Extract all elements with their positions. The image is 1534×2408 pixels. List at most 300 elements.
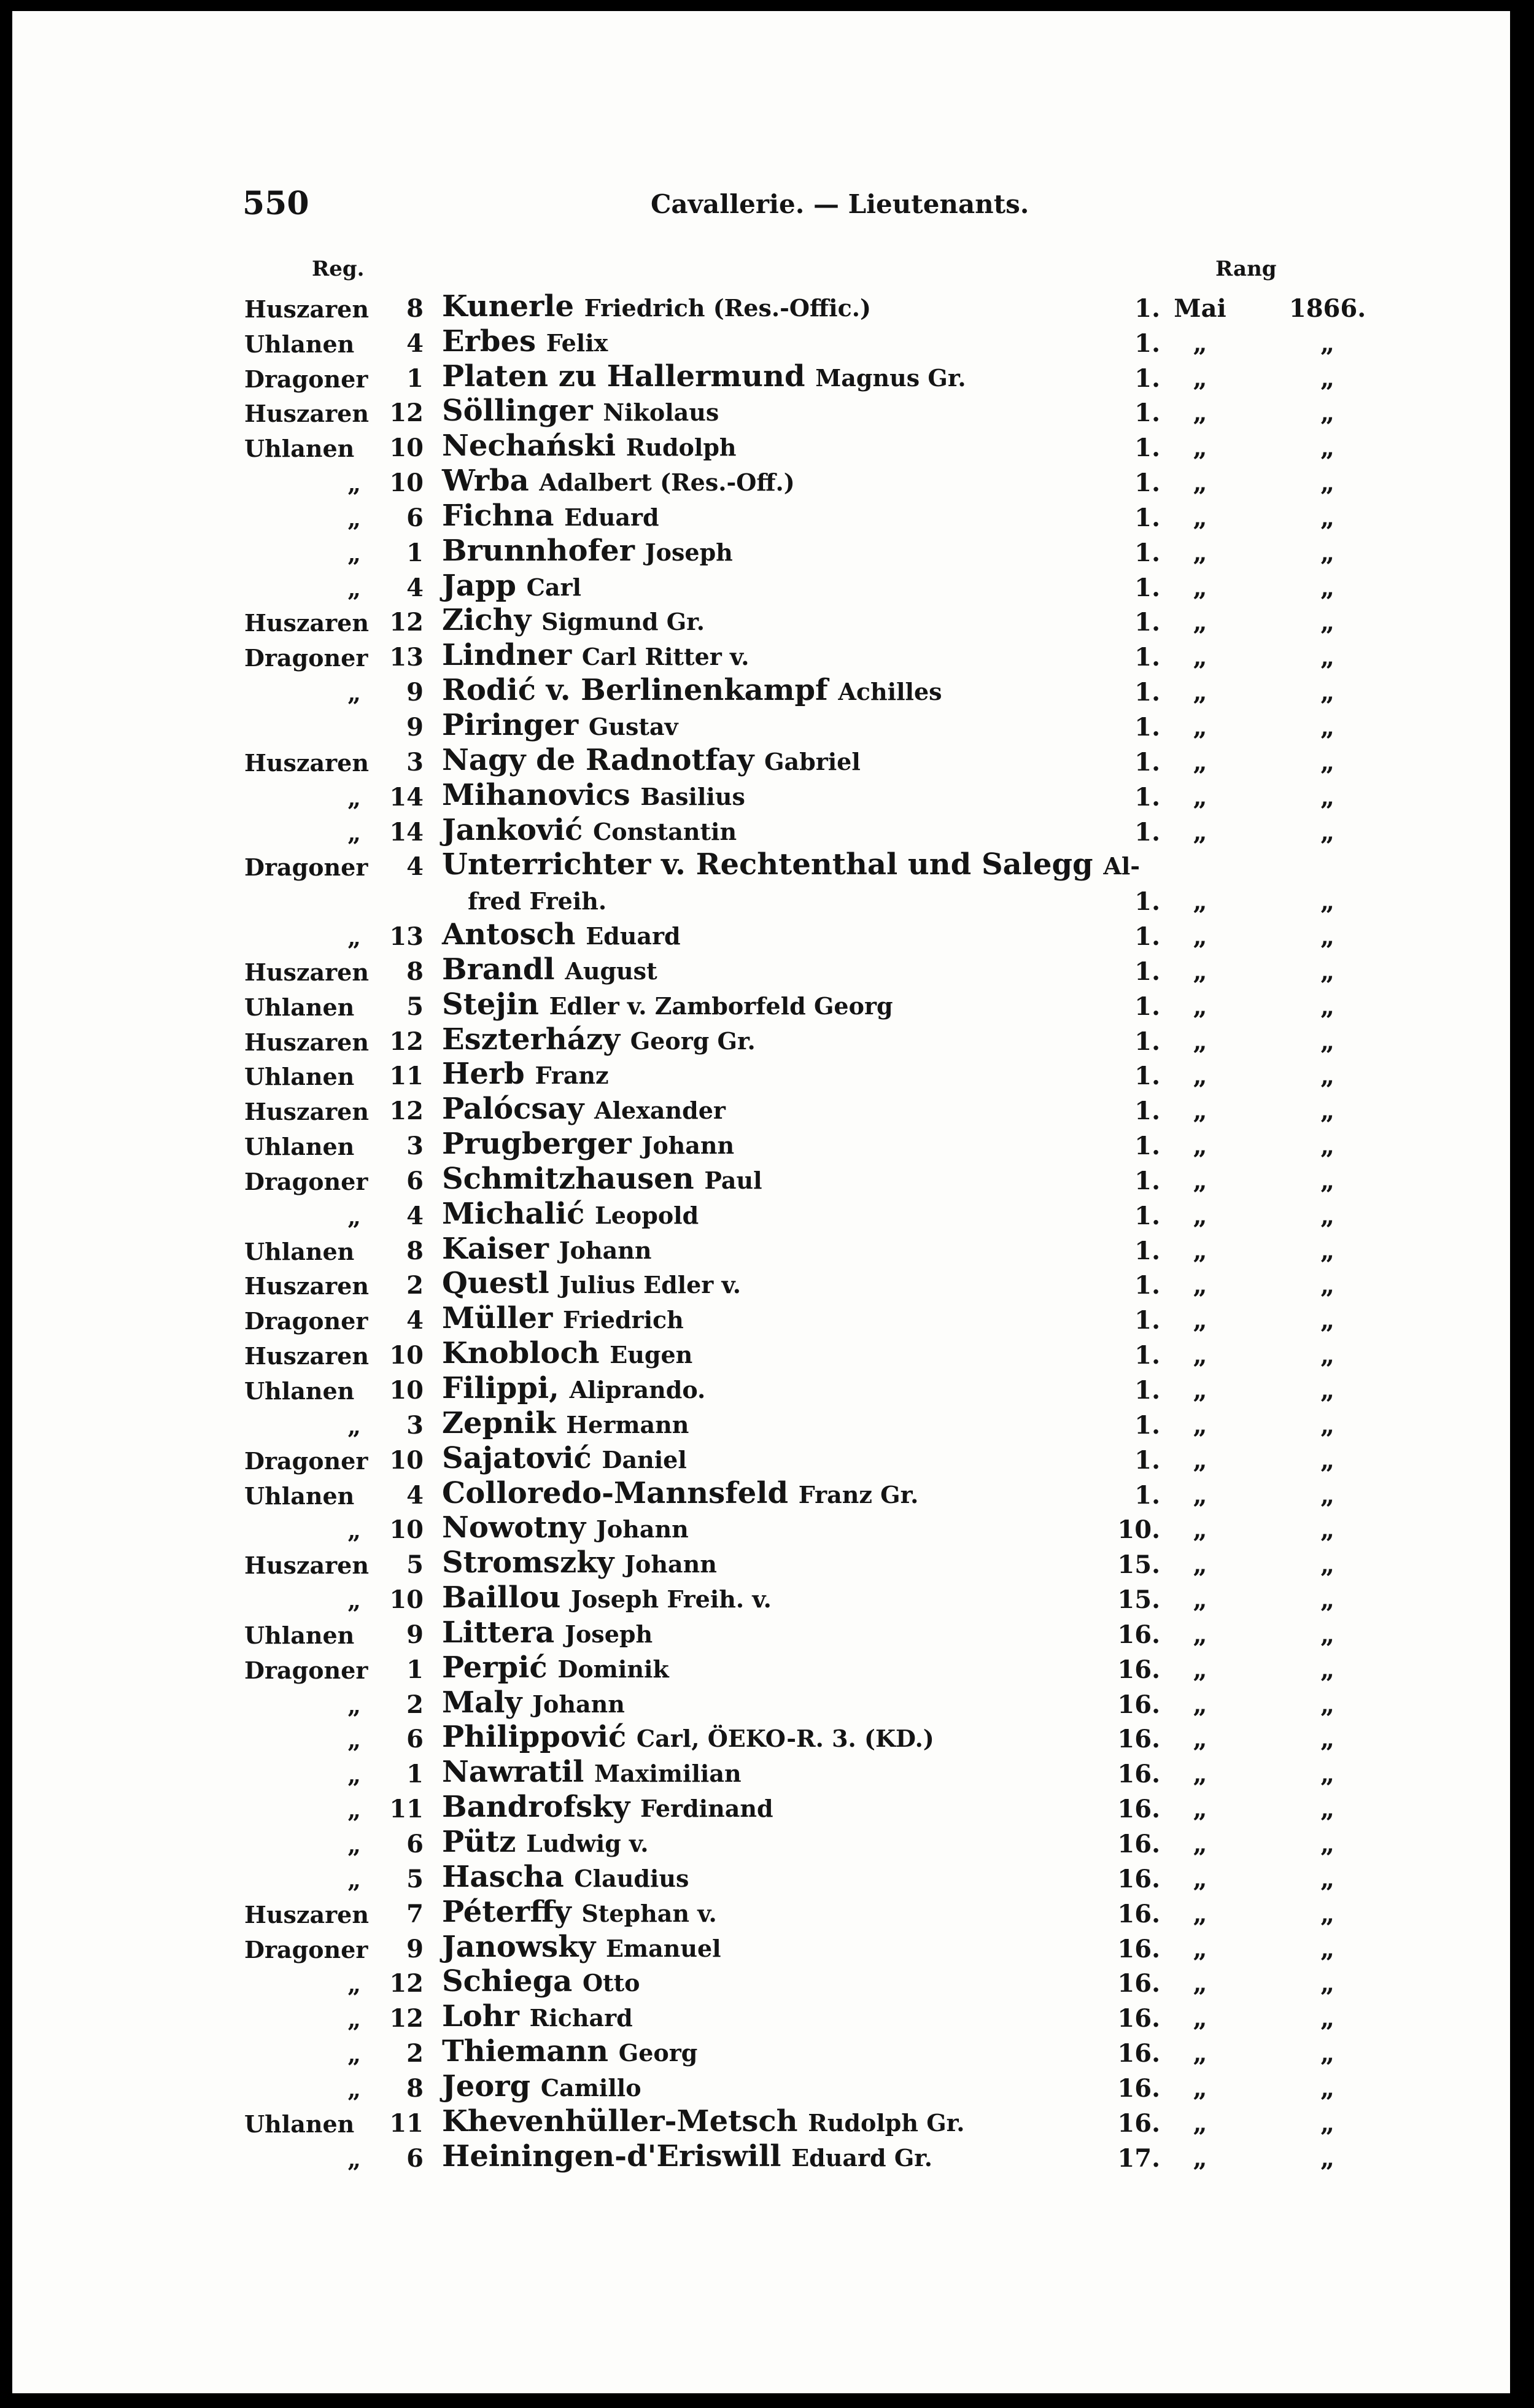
given-name: Joseph Freih. v. [571, 1585, 772, 1614]
list-item [12, 675, 1510, 710]
given-name: fred Freih. [468, 887, 607, 915]
surname: Nawratil [442, 1755, 584, 1790]
list-item [12, 1792, 1510, 1827]
rank-month: „ [1193, 957, 1207, 986]
regiment-type: Dragoner [244, 1447, 368, 1475]
given-name: Stephan v. [581, 1899, 717, 1927]
regiment-type: Huszaren [244, 1028, 369, 1056]
regiment-type: „ [347, 783, 361, 812]
rank-year: „ [1320, 1620, 1335, 1649]
list-item [12, 1093, 1510, 1128]
rank-year: „ [1320, 1062, 1335, 1091]
list-item [12, 919, 1510, 954]
regiment-number: 6 [406, 2143, 424, 2173]
officer-name [442, 2034, 698, 2069]
regiment-number: 6 [406, 1166, 424, 1195]
running-title: Cavallerie. — Lieutenants. [651, 189, 1029, 219]
regiment-type: Uhlanen [244, 330, 355, 358]
rank-day: 1. [1134, 992, 1160, 1021]
officer-name [442, 952, 657, 987]
rank-day: 1. [1134, 1445, 1160, 1475]
regiment-type: „ [347, 2005, 361, 2033]
officer-name [442, 1373, 705, 1403]
list-item [12, 1128, 1510, 1163]
rank-day: 16. [1117, 1795, 1160, 1824]
officer-name [442, 1127, 735, 1162]
surname: Wrba [442, 464, 529, 499]
officer-name [442, 1440, 687, 1475]
list-item [12, 1338, 1510, 1373]
rank-day: 1. [1134, 1236, 1160, 1265]
surname: Hascha [442, 1859, 564, 1894]
surname: Questl [442, 1266, 549, 1301]
given-name: Franz [535, 1062, 609, 1090]
rank-year: „ [1320, 1271, 1335, 1300]
rank-month: „ [1193, 643, 1207, 672]
given-name: Leopold [595, 1201, 699, 1229]
given-name: Aliprando. [569, 1376, 706, 1404]
regiment-type: Uhlanen [244, 1621, 355, 1649]
regiment-type: „ [347, 1691, 361, 1719]
surname: Bandrofsky [442, 1790, 630, 1825]
rank-day: 1. [1134, 433, 1160, 463]
regiment-type: „ [347, 679, 361, 707]
officer-name [442, 1196, 699, 1231]
given-name: Georg [618, 2039, 698, 2067]
surname: Brandl [442, 952, 555, 987]
regiment-number: 10 [389, 1445, 424, 1475]
officer-name [442, 1231, 652, 1266]
list-item [12, 1405, 1510, 1443]
rank-year: „ [1320, 1097, 1335, 1126]
rank-day: 1. [1134, 887, 1160, 917]
officer-name [442, 1964, 640, 1999]
rank-day: 16. [1117, 1934, 1160, 1963]
officer-name [442, 1336, 693, 1371]
rank-day: 10. [1117, 1515, 1160, 1545]
surname: Herb [442, 1057, 525, 1092]
list-item [12, 500, 1510, 535]
rank-year: „ [1320, 817, 1335, 847]
surname: Palócsay [442, 1092, 584, 1127]
rank-year: „ [1320, 1655, 1335, 1684]
rank-month: „ [1193, 1410, 1207, 1440]
rank-day: 1. [1134, 643, 1160, 672]
rank-year: „ [1320, 1480, 1335, 1510]
rank-day: 1. [1134, 1376, 1160, 1405]
given-name: August [565, 957, 657, 985]
rank-month: „ [1193, 2073, 1207, 2103]
rank-day: 17. [1117, 2143, 1160, 2173]
regiment-type: „ [347, 539, 361, 567]
regiment-type: „ [347, 1865, 361, 1893]
regiment-type: Dragoner [244, 644, 368, 672]
rank-year: „ [1320, 1934, 1335, 1963]
rank-month: „ [1193, 1306, 1207, 1335]
regiment-number: 14 [389, 817, 424, 847]
list-item [12, 1233, 1510, 1268]
regiment-type: „ [347, 1587, 361, 1615]
surname: Nowotny [442, 1510, 586, 1545]
given-name: Alexander [594, 1097, 726, 1125]
regiment-number: 1 [406, 1760, 424, 1789]
rank-month: „ [1193, 573, 1207, 602]
surname: Müller [442, 1301, 553, 1336]
officer-name [442, 1092, 726, 1127]
officer-name [442, 533, 733, 568]
regiment-type: „ [347, 1796, 361, 1824]
list-item [12, 605, 1510, 640]
list-item [12, 1440, 1510, 1478]
regiment-type: „ [347, 2075, 361, 2103]
list-item [12, 847, 1510, 885]
regiment-type: Huszaren [244, 1552, 369, 1580]
regiment-number: 13 [389, 922, 424, 952]
rank-year: „ [1320, 573, 1335, 602]
officer-name [442, 1894, 717, 1929]
rank-day: 1. [1134, 1201, 1160, 1230]
regiment-type: Uhlanen [244, 1063, 355, 1091]
given-name: Joseph [564, 1620, 653, 1648]
rank-day: 16. [1117, 1725, 1160, 1754]
given-name: Paul [704, 1166, 762, 1194]
rank-day: 1. [1134, 957, 1160, 986]
surname: Zichy [442, 603, 532, 638]
given-name: Georg Gr. [630, 1027, 756, 1055]
regiment-type: „ [347, 818, 361, 847]
list-item [12, 430, 1510, 465]
regiment-number: 3 [406, 747, 424, 777]
list-item [12, 1824, 1510, 1862]
regiment-number: 1 [406, 363, 424, 393]
regiment-type: „ [347, 2145, 361, 2173]
given-name: Ferdinand [640, 1795, 773, 1823]
rank-day: 1. [1134, 503, 1160, 532]
regiment-number: 4 [406, 1306, 424, 1335]
regiment-number: 12 [389, 608, 424, 637]
list-item [12, 465, 1510, 500]
surname: Colloredo-Mannsfeld [442, 1475, 789, 1510]
rank-month: „ [1193, 782, 1207, 812]
rank-day: 1. [1134, 363, 1160, 393]
rank-year: „ [1320, 1376, 1335, 1405]
surname: Jeorg [442, 2068, 531, 2103]
surname: Prugberger [442, 1127, 632, 1162]
regiment-type: Dragoner [244, 1167, 368, 1195]
regiment-number: 2 [406, 1271, 424, 1300]
surname: Fichna [442, 498, 554, 533]
regiment-number: 4 [406, 328, 424, 358]
rank-day: 15. [1117, 1550, 1160, 1580]
regiment-type: Huszaren [244, 1900, 369, 1928]
surname: Antosch [442, 917, 576, 952]
officer-name [442, 812, 737, 847]
regiment-type: Huszaren [244, 400, 369, 428]
rank-year: „ [1320, 1864, 1335, 1893]
regiment-type: Huszaren [244, 748, 369, 777]
given-name: Al- [1103, 852, 1141, 880]
rank-month: „ [1193, 922, 1207, 952]
officer-name [442, 2068, 641, 2103]
rank-year: „ [1320, 328, 1335, 358]
regiment-number: 6 [406, 1725, 424, 1754]
rank-year: „ [1320, 2108, 1335, 2138]
list-item [12, 396, 1510, 431]
rank-month: „ [1193, 1027, 1207, 1056]
rank-day: 16. [1117, 1620, 1160, 1649]
rank-year: „ [1320, 2004, 1335, 2033]
rank-month: „ [1193, 1829, 1207, 1858]
regiment-number: 11 [389, 1062, 424, 1091]
regiment-number: 12 [389, 1027, 424, 1056]
rank-month: „ [1193, 1271, 1207, 1300]
rank-year: „ [1320, 1969, 1335, 1998]
rank-day: 16. [1117, 1655, 1160, 1684]
regiment-number: 11 [389, 2108, 424, 2138]
regiment-number: 4 [406, 1480, 424, 1510]
rank-month: „ [1193, 1201, 1207, 1230]
list-item [12, 954, 1510, 989]
rank-month: „ [1193, 1515, 1207, 1545]
list-item [12, 1268, 1510, 1303]
surname: Knobloch [442, 1336, 600, 1371]
officer-name [442, 847, 1141, 882]
surname: Littera [442, 1615, 555, 1650]
regiment-number: 8 [406, 1236, 424, 1265]
list-item [12, 1475, 1510, 1513]
rank-month: „ [1193, 1097, 1207, 1126]
rank-day: 16. [1117, 2108, 1160, 2138]
rank-month: „ [1193, 1062, 1207, 1091]
regiment-number: 5 [406, 1550, 424, 1580]
rank-year: „ [1320, 1236, 1335, 1265]
list-item [12, 2103, 1510, 2141]
rank-month: „ [1193, 817, 1207, 847]
surname: Brunnhofer [442, 533, 635, 568]
officer-name [442, 1999, 633, 2034]
rank-day: 1. [1134, 782, 1160, 812]
regiment-number: 12 [389, 1097, 424, 1126]
list-item [12, 1964, 1510, 2002]
rank-month: „ [1193, 1236, 1207, 1265]
surname: Zepnik [442, 1405, 556, 1440]
regiment-number: 9 [406, 1620, 424, 1649]
regiment-type: Huszaren [244, 295, 369, 323]
officer-name [442, 1720, 934, 1755]
surname: Janowsky [442, 1929, 596, 1964]
regiment-number: 9 [406, 678, 424, 707]
surname: Piringer [442, 707, 579, 742]
rank-year: „ [1320, 2143, 1335, 2173]
rank-day: 1. [1134, 747, 1160, 777]
rank-day: 1. [1134, 678, 1160, 707]
regiment-number: 5 [406, 992, 424, 1021]
rank-year: „ [1320, 2073, 1335, 2103]
rank-month: Mai [1174, 293, 1226, 323]
regiment-number: 6 [406, 1829, 424, 1858]
surname: Maly [442, 1685, 522, 1720]
regiment-type: „ [347, 1412, 361, 1440]
rank-year: „ [1320, 887, 1335, 917]
given-name: Johann [559, 1236, 652, 1264]
rank-year: „ [1320, 1341, 1335, 1370]
given-name: Dominik [557, 1655, 669, 1683]
list-item [12, 570, 1510, 605]
rank-year: „ [1320, 643, 1335, 672]
list-item [12, 1510, 1510, 1548]
given-name: Rudolph Gr. [808, 2108, 965, 2137]
surname: Unterrichter v. Rechtenthal und Salegg [442, 847, 1093, 882]
rank-year: „ [1320, 1515, 1335, 1545]
officer-name [442, 987, 893, 1022]
rank-month: „ [1193, 2039, 1207, 2068]
list-item [12, 1722, 1510, 1757]
regiment-number: 3 [406, 1410, 424, 1440]
officer-name [442, 2138, 933, 2173]
regiment-type: Uhlanen [244, 1482, 355, 1510]
regiment-number: 4 [406, 1201, 424, 1230]
officer-name [442, 1859, 689, 1894]
rank-month: „ [1193, 503, 1207, 532]
given-name: Franz Gr. [798, 1480, 919, 1509]
regiment-number: 10 [389, 468, 424, 498]
given-name: Joseph [645, 538, 733, 566]
regiment-type: Uhlanen [244, 1237, 355, 1265]
rank-day: 1. [1134, 922, 1160, 952]
officer-name [468, 885, 606, 914]
list-item [12, 742, 1510, 780]
regiment-number: 10 [389, 1376, 424, 1405]
given-name: Sigmund Gr. [541, 608, 705, 636]
regiment-type: „ [347, 1202, 361, 1230]
rank-month: „ [1193, 1341, 1207, 1370]
officer-name [442, 394, 719, 429]
rank-year: „ [1320, 782, 1335, 812]
given-name: Gabriel [764, 747, 861, 775]
rank-day: 16. [1117, 2039, 1160, 2068]
regiment-type: „ [347, 470, 361, 498]
regiment-number: 9 [406, 712, 424, 742]
rank-day: 1. [1134, 1097, 1160, 1126]
surname: Péterffy [442, 1894, 571, 1929]
regiment-type: „ [347, 1761, 361, 1789]
rank-month: „ [1193, 1934, 1207, 1963]
given-name: Johann [595, 1515, 689, 1544]
officer-name [442, 742, 861, 777]
list-item [12, 989, 1510, 1024]
regiment-number: 5 [406, 1864, 424, 1893]
rank-month: „ [1193, 1480, 1207, 1510]
given-name: Friedrich (Res.-Offic.) [584, 293, 871, 322]
regiment-number: 1 [406, 538, 424, 567]
list-item [12, 1929, 1510, 1967]
officer-name [442, 429, 737, 464]
rank-day: 1. [1134, 1062, 1160, 1091]
rank-month: „ [1193, 1690, 1207, 1719]
given-name: Felix [546, 328, 608, 357]
list-item [12, 1894, 1510, 1932]
rank-year: „ [1320, 1166, 1335, 1195]
given-name: Johann [532, 1690, 625, 1718]
officer-name [442, 673, 942, 708]
surname: Filippi, [442, 1371, 559, 1405]
rank-day: 1. [1134, 1132, 1160, 1161]
officer-name [442, 1475, 919, 1510]
rank-year: „ [1320, 1550, 1335, 1580]
officer-name [442, 777, 745, 812]
officer-list [12, 291, 1510, 2176]
surname: Sajatović [442, 1440, 592, 1475]
regiment-type: Huszaren [244, 609, 369, 637]
regiment-type: „ [347, 1970, 361, 1998]
rank-month: „ [1193, 1864, 1207, 1893]
officer-name [442, 1405, 689, 1440]
given-name: Eduard [586, 922, 681, 950]
rank-year: „ [1320, 363, 1335, 393]
given-name: Johann [624, 1550, 717, 1579]
rank-day: 1. [1134, 293, 1160, 323]
given-name: Emanuel [605, 1934, 721, 1962]
regiment-number: 8 [406, 293, 424, 323]
surname: Perpić [442, 1650, 548, 1685]
rank-year: „ [1320, 538, 1335, 567]
regiment-type: „ [347, 2040, 361, 2068]
officer-name [442, 498, 659, 533]
regiment-number: 10 [389, 1585, 424, 1615]
regiment-type: Dragoner [244, 853, 368, 882]
list-item [12, 1303, 1510, 1338]
officer-name [442, 464, 795, 499]
rank-month: „ [1193, 747, 1207, 777]
rank-day: 16. [1117, 1899, 1160, 1928]
regiment-type: Huszaren [244, 1272, 369, 1300]
surname: Stejin [442, 987, 539, 1022]
given-name: Claudius [574, 1864, 689, 1892]
list-item [12, 1582, 1510, 1617]
list-item [12, 812, 1510, 850]
regiment-number: 4 [406, 573, 424, 602]
rank-month: „ [1193, 1899, 1207, 1928]
officer-name [442, 917, 681, 952]
rank-year: „ [1320, 398, 1335, 428]
rank-day: 15. [1117, 1585, 1160, 1615]
surname: Eszterházy [442, 1022, 621, 1057]
regiment-number: 9 [406, 1934, 424, 1963]
page-number: 550 [242, 185, 309, 222]
rank-day: 16. [1117, 1864, 1160, 1893]
rank-day: 1. [1134, 398, 1160, 428]
rank-year: „ [1320, 2039, 1335, 2068]
rank-day: 16. [1117, 2004, 1160, 2033]
regiment-number: 12 [389, 2004, 424, 2033]
rank-year: „ [1320, 992, 1335, 1021]
list-item [12, 2036, 1510, 2071]
regiment-type: Uhlanen [244, 1133, 355, 1161]
officer-name [442, 289, 871, 324]
rank-day: 1. [1134, 468, 1160, 498]
regiment-number: 6 [406, 503, 424, 532]
given-name: Edler v. Zamborfeld Georg [549, 992, 893, 1020]
list-item [12, 1859, 1510, 1897]
given-name: Hermann [566, 1410, 689, 1439]
rank-year: „ [1320, 503, 1335, 532]
regiment-number: 2 [406, 1690, 424, 1719]
regiment-type: Dragoner [244, 1656, 368, 1684]
given-name: Eugen [610, 1341, 693, 1369]
rank-year: „ [1320, 1585, 1335, 1615]
rank-month: „ [1193, 1969, 1207, 1998]
rank-day: 1. [1134, 1410, 1160, 1440]
